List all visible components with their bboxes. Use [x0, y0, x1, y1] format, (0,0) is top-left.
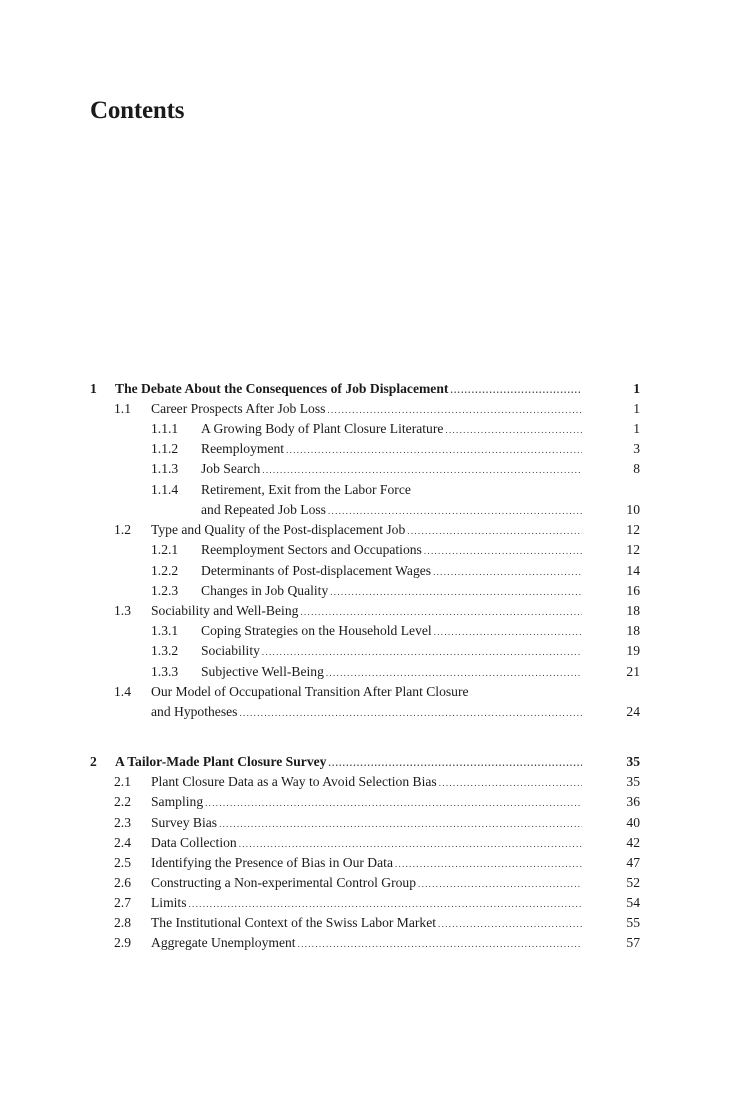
- page-number: 18: [626, 603, 640, 618]
- subsection-number: 1.1.1: [151, 421, 179, 436]
- page-number: 3: [633, 441, 640, 456]
- page-number: 54: [626, 895, 640, 910]
- section-number: 2.1: [114, 774, 131, 789]
- dot-leader: [407, 521, 582, 541]
- toc-entry-1-1-2[interactable]: [151, 439, 640, 459]
- dot-leader: [327, 400, 582, 420]
- page-number: 42: [626, 835, 640, 850]
- page-number: 10: [626, 502, 640, 517]
- subsection-title: Subjective Well-Being: [201, 664, 324, 679]
- subsection-title: Job Search: [201, 461, 261, 476]
- page-number: 36: [626, 794, 640, 809]
- section-title: The Institutional Context of the Swiss Labor Market: [151, 915, 437, 930]
- toc-entry-1-3-1[interactable]: [151, 621, 640, 641]
- toc-entry-1-4-line1[interactable]: [114, 682, 640, 702]
- subsection-number: 1.3.3: [151, 664, 179, 679]
- toc-entry-1-1-1[interactable]: [151, 419, 640, 439]
- section-number: 2.4: [114, 835, 131, 850]
- section-title: Plant Closure Data as a Way to Avoid Selection Bias: [151, 774, 437, 789]
- dot-leader: [330, 582, 582, 602]
- page-number: 57: [626, 935, 640, 950]
- dot-leader: [438, 914, 582, 934]
- page-number: 40: [626, 815, 640, 830]
- chapter-title: A Tailor-Made Plant Closure Survey: [115, 754, 327, 769]
- page-number: 8: [633, 461, 640, 476]
- section-number: 2.3: [114, 815, 131, 830]
- dot-leader: [326, 663, 582, 683]
- subsection-title: and Repeated Job Loss: [201, 502, 326, 517]
- toc-entry-2-1[interactable]: [114, 772, 640, 792]
- toc-entry-1-3-3[interactable]: [151, 662, 640, 682]
- dot-leader: [286, 440, 582, 460]
- toc-entry-1-2[interactable]: [114, 520, 640, 540]
- section-number: 2.6: [114, 875, 131, 890]
- chapter-number: 2: [90, 754, 97, 769]
- page-number: 21: [626, 664, 640, 679]
- toc-entry-2-5[interactable]: [114, 853, 640, 873]
- subsection-number: 1.1.3: [151, 461, 179, 476]
- dot-leader: [445, 420, 582, 440]
- section-title-line1: Our Model of Occupational Transition After Plant Closure: [151, 684, 469, 699]
- section-number: 2.8: [114, 915, 131, 930]
- subsection-number: 1.1.2: [151, 441, 179, 456]
- toc-entry-2-4[interactable]: [114, 833, 640, 853]
- chapter-title: The Debate About the Consequences of Job Displacement: [115, 381, 449, 396]
- section-title: Career Prospects After Job Loss: [151, 401, 326, 416]
- subsection-title: Changes in Job Quality: [201, 583, 329, 598]
- dot-leader: [189, 894, 583, 914]
- subsection-number: 1.3.2: [151, 643, 179, 658]
- subsection-title: Sociability: [201, 643, 260, 658]
- dot-leader: [439, 773, 582, 793]
- section-title: Sampling: [151, 794, 204, 809]
- subsection-number: 1.3.1: [151, 623, 179, 638]
- subsection-number: 1.1.4: [151, 482, 179, 497]
- page-number: 35: [626, 754, 640, 769]
- toc-chapter-1[interactable]: [90, 379, 640, 399]
- toc-entry-1-1-3[interactable]: [151, 459, 640, 479]
- subsection-title: Determinants of Post-displacement Wages: [201, 563, 432, 578]
- dot-leader: [219, 814, 582, 834]
- dot-leader: [395, 854, 582, 874]
- section-number: 1.4: [114, 684, 131, 699]
- section-title: Sociability and Well-Being: [151, 603, 299, 618]
- page-number: 24: [626, 704, 640, 719]
- subsection-title: Coping Strategies on the Household Level: [201, 623, 432, 638]
- page-number: 1: [633, 401, 640, 416]
- toc-entry-1-1-4-line1[interactable]: [151, 480, 640, 500]
- subsection-number: 1.2.1: [151, 542, 179, 557]
- dot-leader: [298, 934, 582, 954]
- toc-entry-1-2-3[interactable]: [151, 581, 640, 601]
- page-number: 18: [626, 623, 640, 638]
- page-number: 14: [626, 563, 640, 578]
- page-number: 16: [626, 583, 640, 598]
- toc-entry-1-1[interactable]: [114, 399, 640, 419]
- section-title: and Hypotheses: [151, 704, 238, 719]
- toc-entry-2-9[interactable]: [114, 933, 640, 953]
- page-title: Contents: [90, 97, 185, 124]
- toc-entry-2-8[interactable]: [114, 913, 640, 933]
- subsection-number: 1.2.3: [151, 583, 179, 598]
- page-number: 19: [626, 643, 640, 658]
- toc-entry-2-3[interactable]: [114, 813, 640, 833]
- section-number: 2.2: [114, 794, 131, 809]
- section-number: 1.1: [114, 401, 131, 416]
- section-title: Constructing a Non-experimental Control Group: [151, 875, 417, 890]
- subsection-number: 1.2.2: [151, 563, 179, 578]
- dot-leader: [328, 501, 582, 521]
- toc-entry-1-3-2[interactable]: [151, 641, 640, 661]
- dot-leader: [433, 562, 582, 582]
- page-number: 1: [633, 381, 640, 396]
- subsection-title-line1: Retirement, Exit from the Labor Force: [201, 482, 411, 497]
- toc-entry-2-2[interactable]: [114, 792, 640, 812]
- section-number: 1.3: [114, 603, 131, 618]
- dot-leader: [328, 753, 582, 773]
- page-number: 12: [626, 522, 640, 537]
- page-number: 12: [626, 542, 640, 557]
- dot-leader: [418, 874, 582, 894]
- toc-chapter-2[interactable]: [90, 752, 640, 772]
- section-title: Limits: [151, 895, 187, 910]
- subsection-title: Reemployment Sectors and Occupations: [201, 542, 422, 557]
- toc-entry-1-2-1[interactable]: [151, 540, 640, 560]
- page-number: 47: [626, 855, 640, 870]
- section-title: Data Collection: [151, 835, 237, 850]
- subsection-title: A Growing Body of Plant Closure Literature: [201, 421, 444, 436]
- chapter-number: 1: [90, 381, 97, 396]
- section-title: Identifying the Presence of Bias in Our Data: [151, 855, 393, 870]
- section-number: 2.5: [114, 855, 131, 870]
- page-number: 1: [633, 421, 640, 436]
- toc-entry-1-2-2[interactable]: [151, 561, 640, 581]
- dot-leader: [434, 622, 582, 642]
- subsection-title: Reemployment: [201, 441, 285, 456]
- dot-leader: [205, 793, 582, 813]
- dot-leader: [262, 642, 582, 662]
- page-number: 55: [626, 915, 640, 930]
- page-number: 35: [626, 774, 640, 789]
- dot-leader: [424, 541, 582, 561]
- toc-entry-2-6[interactable]: [114, 873, 640, 893]
- page-number: 52: [626, 875, 640, 890]
- section-title: Aggregate Unemployment: [151, 935, 296, 950]
- toc-entry-1-1-4[interactable]: [151, 500, 640, 520]
- section-number: 2.9: [114, 935, 131, 950]
- section-number: 2.7: [114, 895, 131, 910]
- toc-entry-1-4[interactable]: [114, 702, 640, 722]
- dot-leader: [239, 834, 582, 854]
- dot-leader: [262, 460, 582, 480]
- section-title: Survey Bias: [151, 815, 218, 830]
- dot-leader: [300, 602, 582, 622]
- section-title: Type and Quality of the Post-displacement Job: [151, 522, 406, 537]
- dot-leader: [450, 380, 582, 400]
- toc-entry-1-3[interactable]: [114, 601, 640, 621]
- dot-leader: [239, 703, 582, 723]
- section-number: 1.2: [114, 522, 131, 537]
- toc-entry-2-7[interactable]: [114, 893, 640, 913]
